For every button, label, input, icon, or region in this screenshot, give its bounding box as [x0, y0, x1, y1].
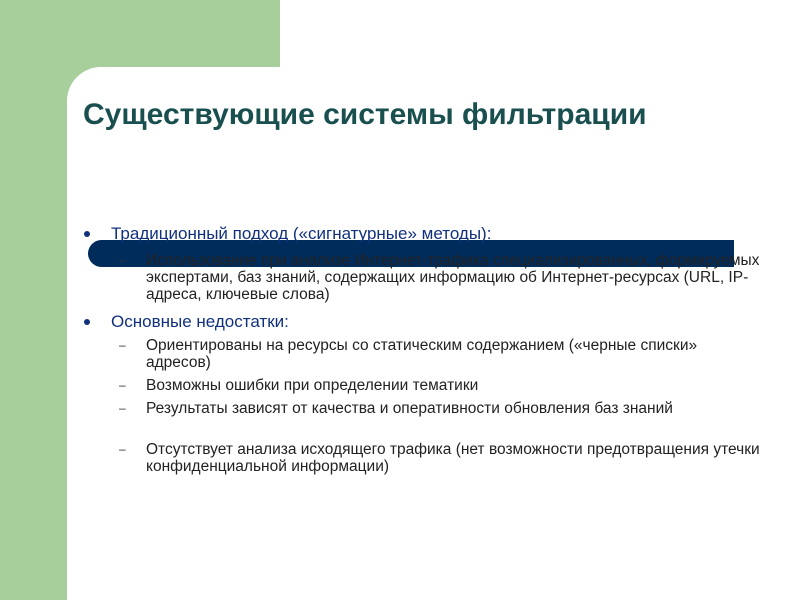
bullet-heading-traditional [111, 224, 491, 244]
dash-icon: – [119, 338, 126, 352]
dash-icon: – [119, 378, 126, 392]
bullet-dot-icon [84, 231, 90, 237]
dash-icon: – [119, 401, 126, 415]
sub-bullet-item [119, 441, 766, 475]
sub-bullet-item [119, 400, 766, 417]
sub-bullet-text: Ориентированы на ресурсы со статическим содержанием («черные списки» адресов) [146, 337, 698, 371]
bullet-heading-text: Традиционный подход («сигнатурные» методы): [111, 224, 492, 243]
sub-bullet-text: Использование при анализе Интернет-трафика специализированных, формируемых экспертами, баз знаний, содержащих информацию об Интернет-ресурсах (URL, IP-адреса, ключевые слова) [146, 252, 760, 303]
sub-bullet-text: Результаты зависят от качества и оперативности обновления баз знаний [146, 400, 673, 417]
slide-title: Существующие системы фильтрации [83, 98, 647, 131]
sub-bullet-text: Отсутствует анализа исходящего трафика (нет возможности предотвращения утечки конфиденциальной информации) [146, 441, 760, 475]
sub-bullet-item [119, 377, 766, 394]
sub-bullet-item [119, 337, 766, 371]
dash-icon: – [119, 253, 126, 267]
dash-icon: – [119, 442, 126, 456]
sub-bullet-item [119, 252, 766, 303]
bullet-heading-text: Основные недостатки: [111, 312, 289, 331]
bullet-dot-icon [84, 319, 90, 325]
sub-bullet-text: Возможны ошибки при определении тематики [146, 377, 479, 394]
bullet-heading-drawbacks [111, 312, 289, 332]
